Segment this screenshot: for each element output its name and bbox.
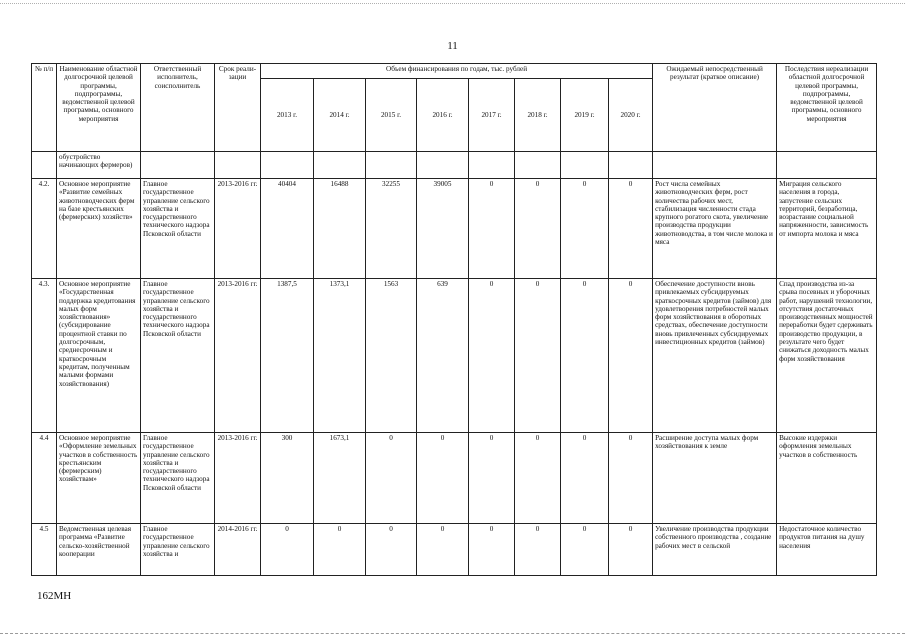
row-value: 0 [314,524,366,576]
row-num [32,152,57,179]
scan-top-edge [0,3,905,4]
row-value: 639 [417,279,469,433]
header-year: 2015 г. [366,79,417,152]
row-name: Основное мероприятие «Развитие семейных животноводческих ферм на базе крестьянских (фермерских) хозяйств» [57,179,141,279]
header-year: 2018 г. [515,79,561,152]
table-row [32,433,877,524]
row-value: 0 [515,524,561,576]
row-value: 0 [417,524,469,576]
row-expected: Рост числа семейных животноводческих ферм, рост количества рабочих мест, стабилизация численности стада крупного рогатого скота, увеличение производства продукции животноводства, в том числе молока и мяса [653,179,777,279]
row-value: 0 [366,524,417,576]
row-value: 16488 [314,179,366,279]
table-row [32,179,877,279]
header-name: Наименование областной долгосрочной целевой программы, подпрограммы, ведомственной целевой программы, основного мероприятия [57,64,141,152]
row-value: 0 [417,433,469,524]
row-consequences: Спад производства из-за срыва посевных и уборочных работ, нарушений технологии, отсутствия достаточных производственных мощностей переработки будет сдерживать производство продукции, в результате чего будет снижаться доходность малых форм хозяйствования [777,279,877,433]
row-term [215,152,261,179]
header-consequences: Последствия нереализации областной долгосрочной целевой программы, подпрограммы, ведомственной целевой программы, основного мероприятия [777,64,877,152]
row-value: 1373,1 [314,279,366,433]
header-num: № п/п [32,64,57,152]
row-responsible: Главное государственное управление сельского хозяйства и государственного технического надзора Псковской области [141,433,215,524]
row-num: 4.2. [32,179,57,279]
row-value: 0 [469,524,515,576]
row-value: 0 [366,433,417,524]
row-responsible [141,152,215,179]
row-responsible: Главное государственное управление сельского хозяйства и государственного технического надзора Псковской области [141,279,215,433]
header-row [32,64,877,79]
header-funding: Объем финансирования по годам, тыс. рублей [261,64,653,79]
row-value: 0 [609,179,653,279]
row-value: 39005 [417,179,469,279]
row-value: 1387,5 [261,279,314,433]
row-value [609,152,653,179]
header-year: 2017 г. [469,79,515,152]
row-value: 0 [561,433,609,524]
row-value: 0 [561,279,609,433]
row-consequences [777,152,877,179]
row-expected: Увеличение производства продукции собственного производства , создание рабочих мест в сельской [653,524,777,576]
row-value: 0 [609,279,653,433]
header-year: 2016 г. [417,79,469,152]
row-num: 4.5 [32,524,57,576]
row-value: 0 [515,179,561,279]
row-name: Основное мероприятие «Государственная поддержка кредитования малых форм хозяйствования» (субсидирование процентной ставки по долгосрочным, среднесрочным и краткосрочным кредитам, полученным малыми формами хозяйствования) [57,279,141,433]
row-value [469,152,515,179]
row-value: 0 [561,179,609,279]
row-value [561,152,609,179]
header-expected: Ожидаемый непосредственный результат (краткое описание) [653,64,777,152]
row-num: 4.4 [32,433,57,524]
table-row [32,279,877,433]
row-name: Ведомственная целевая программа «Развитие сельско-хозяйственной кооперации [57,524,141,576]
page-number: 11 [447,40,458,52]
scan-bottom-edge [0,633,905,634]
row-value: 0 [469,179,515,279]
header-term: Срок реали-зации [215,64,261,152]
row-value: 0 [261,524,314,576]
header-year: 2019 г. [561,79,609,152]
row-consequences: Миграция сельского населения в города, запустение сельских территорий, безработица, возрастание социальной напряженности, зависимость от импорта молока и мяса [777,179,877,279]
row-term: 2014-2016 гг. [215,524,261,576]
header-responsible: Ответственный исполнитель, соисполнитель [141,64,215,152]
row-expected: Расширение доступа малых форм хозяйствования к земле [653,433,777,524]
row-value [261,152,314,179]
row-value: 40404 [261,179,314,279]
header-year: 2020 г. [609,79,653,152]
row-value: 1563 [366,279,417,433]
row-term: 2013-2016 гг. [215,433,261,524]
program-table [31,63,877,576]
row-value: 0 [609,524,653,576]
row-responsible: Главное государственное управление сельского хозяйства и государственного технического надзора Псковской области [141,179,215,279]
row-value: 0 [515,433,561,524]
row-responsible: Главное государственное управление сельского хозяйства и [141,524,215,576]
row-value: 0 [469,433,515,524]
row-consequences: Высокие издержки оформления земельных участков в собственность [777,433,877,524]
row-value [314,152,366,179]
table-row [32,152,877,179]
row-expected [653,152,777,179]
row-term: 2013-2016 гг. [215,179,261,279]
row-expected: Обеспечение доступности вновь привлекаемых субсидируемых краткосрочных кредитов (займов) для удовлетворения потребностей малых форм хозяйствования в оборотных средствах, обеспечение доступности вновь привлеченных субсидируемых инвестиционных кредитов (займов) [653,279,777,433]
header-year: 2013 г. [261,79,314,152]
row-value: 1673,1 [314,433,366,524]
table-row [32,524,877,576]
row-value [515,152,561,179]
row-value: 0 [515,279,561,433]
row-value: 32255 [366,179,417,279]
row-term: 2013-2016 гг. [215,279,261,433]
row-value [366,152,417,179]
row-value: 300 [261,433,314,524]
row-name: обустройство начинающих фермеров) [57,152,141,179]
row-consequences: Недостаточное количество продуктов питания на душу населения [777,524,877,576]
row-value: 0 [469,279,515,433]
row-value: 0 [609,433,653,524]
row-value: 0 [561,524,609,576]
document-code: 162МН [37,590,72,602]
row-value [417,152,469,179]
header-year: 2014 г. [314,79,366,152]
row-num: 4.3. [32,279,57,433]
row-name: Основное мероприятие «Оформление земельных участков в собственность крестьянским (фермерским) хозяйствам» [57,433,141,524]
